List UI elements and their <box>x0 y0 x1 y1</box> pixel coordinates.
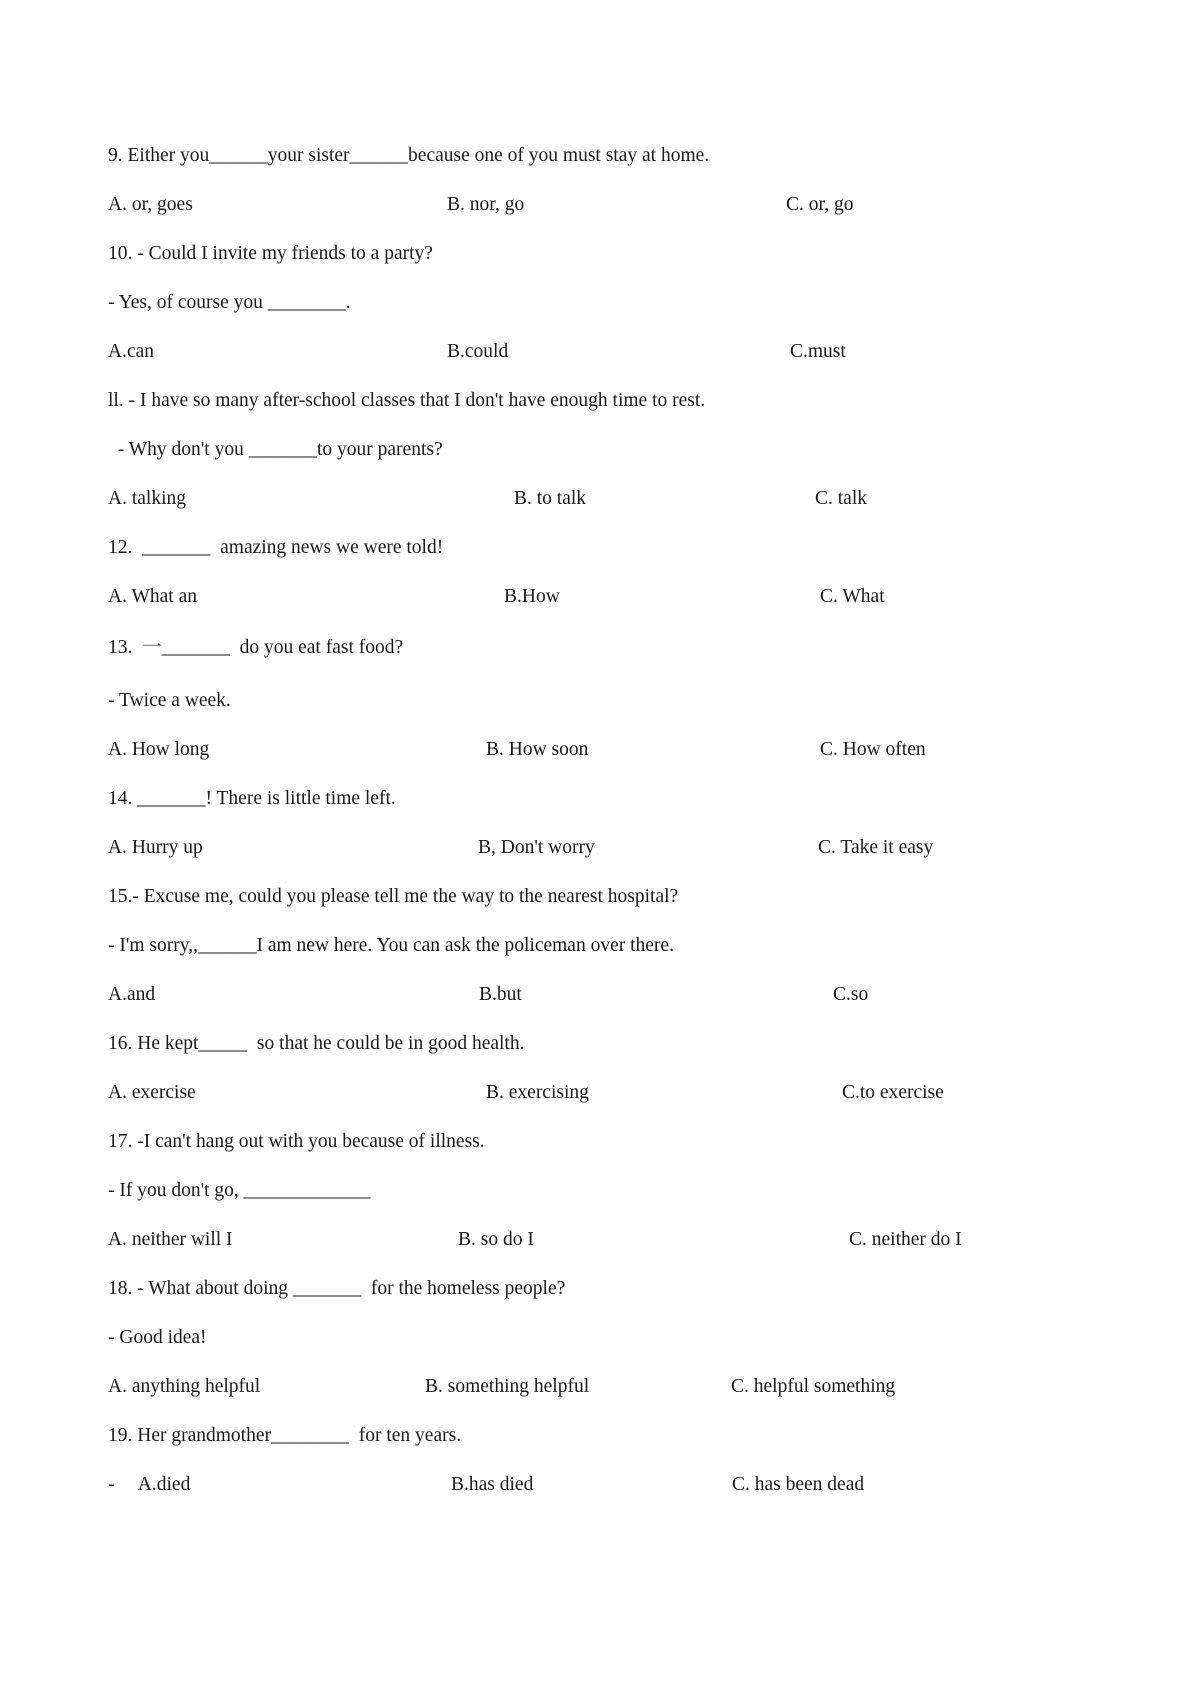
question-16-option-b: B. exercising <box>486 1082 589 1103</box>
question-15-option-a: A.and <box>108 984 156 1005</box>
question-12-option-c: C. What <box>820 586 885 607</box>
question-19-option-b: B.has died <box>451 1474 534 1495</box>
question-9-option-c: C. or, go <box>786 194 854 215</box>
question-17-stem: 17. -I can't hang out with you because of illness. <box>108 1131 485 1152</box>
question-18-stem: 18. - What about doing _______ for the homeless people? <box>108 1278 566 1299</box>
question-13-option-a: A. How long <box>108 739 210 760</box>
question-13-stem: 13. 一_______ do you eat fast food? <box>108 637 404 658</box>
question-17-reply: - If you don't go, _____________ <box>108 1180 371 1201</box>
question-9-option-b: B. nor, go <box>447 194 525 215</box>
question-11-option-c: C. talk <box>815 488 867 509</box>
question-14-stem: 14. _______! There is little time left. <box>108 788 396 809</box>
question-9-stem: 9. Either you______your sister______because one of you must stay at home. <box>108 145 710 166</box>
question-14-option-c: C. Take it easy <box>818 837 934 858</box>
question-9-option-a: A. or, goes <box>108 194 193 215</box>
question-16-option-c: C.to exercise <box>842 1082 944 1103</box>
question-11-option-a: A. talking <box>108 488 186 509</box>
question-10-option-a: A.can <box>108 341 155 362</box>
question-16-stem: 16. He kept_____ so that he could be in good health. <box>108 1033 525 1054</box>
question-15-reply: - I'm sorry,,______I am new here. You can ask the policeman over there. <box>108 935 674 956</box>
question-17-option-b: B. so do I <box>458 1229 534 1250</box>
question-18-option-b: B. something helpful <box>425 1376 590 1397</box>
question-14-option-b: B, Don't worry <box>478 837 595 858</box>
question-11-stem: ll. - I have so many after-school classes that I don't have enough time to rest. <box>108 390 706 411</box>
question-15-option-c: C.so <box>833 984 869 1005</box>
question-15-stem: 15.- Excuse me, could you please tell me the way to the nearest hospital? <box>108 886 679 907</box>
question-10-reply: - Yes, of course you ________. <box>108 292 351 313</box>
question-12-option-a: A. What an <box>108 586 197 607</box>
question-17-option-c: C. neither do I <box>849 1229 962 1250</box>
question-13-option-b: B. How soon <box>486 739 589 760</box>
question-19-option-a: - A.died <box>108 1474 191 1495</box>
question-18-option-c: C. helpful something <box>731 1376 896 1397</box>
question-18-option-a: A. anything helpful <box>108 1376 261 1397</box>
question-10-option-c: C.must <box>790 341 846 362</box>
question-10-option-b: B.could <box>447 341 509 362</box>
question-17-option-a: A. neither will I <box>108 1229 233 1250</box>
question-13-option-c: C. How often <box>820 739 926 760</box>
question-10-stem: 10. - Could I invite my friends to a party? <box>108 243 433 264</box>
question-19-stem: 19. Her grandmother________ for ten years. <box>108 1425 462 1446</box>
question-19-option-c: C. has been dead <box>732 1474 865 1495</box>
question-13-reply: - Twice a week. <box>108 690 231 711</box>
question-16-option-a: A. exercise <box>108 1082 196 1103</box>
question-11-option-b: B. to talk <box>514 488 587 509</box>
question-12-stem: 12. _______ amazing news we were told! <box>108 537 444 558</box>
question-15-option-b: B.but <box>479 984 522 1005</box>
question-11-reply: - Why don't you _______to your parents? <box>108 439 443 460</box>
question-18-reply: - Good idea! <box>108 1327 207 1348</box>
question-14-option-a: A. Hurry up <box>108 837 203 858</box>
question-12-option-b: B.How <box>504 586 560 607</box>
